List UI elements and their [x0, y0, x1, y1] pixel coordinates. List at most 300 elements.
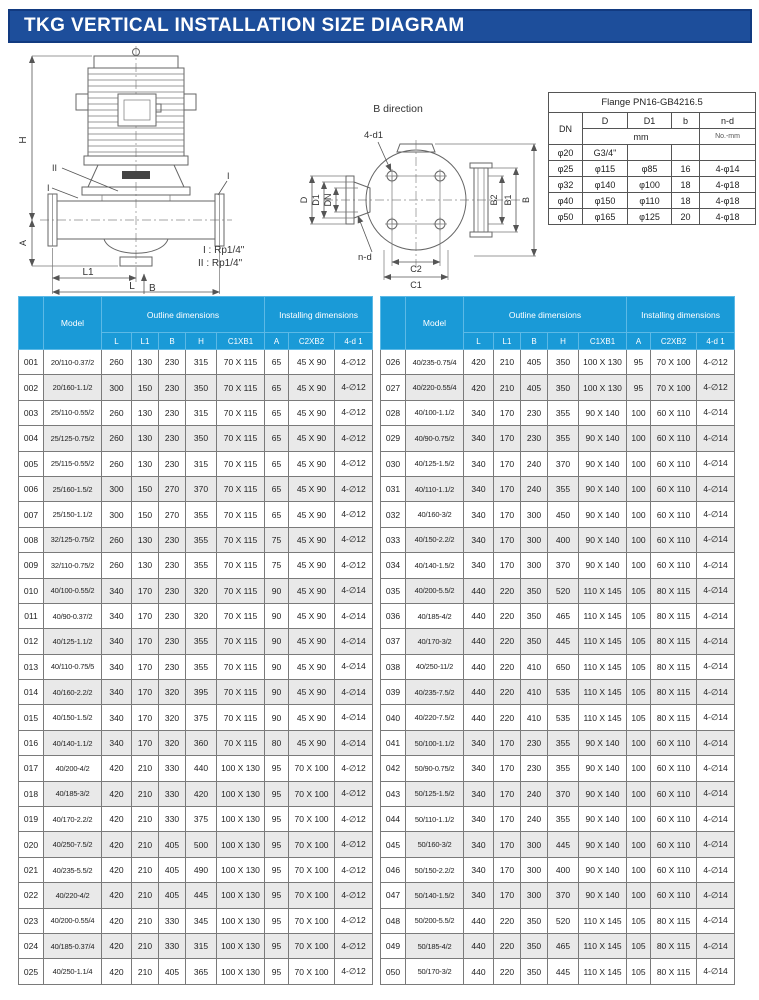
- cell-c1xb1: 100 X 130: [217, 807, 265, 832]
- header-l: L: [102, 333, 132, 350]
- cell-a: 100: [627, 553, 651, 578]
- cell-h: 355: [186, 527, 217, 552]
- table-row: [381, 400, 735, 425]
- cell-l: 420: [102, 908, 132, 933]
- cell-b: 405: [521, 375, 548, 400]
- main-header-row-1: [19, 297, 373, 333]
- cell-no: 001: [19, 350, 44, 375]
- cell-no: 035: [381, 578, 406, 603]
- cell-h: 375: [186, 807, 217, 832]
- cell-model: 50/125-1.5/2: [406, 781, 464, 806]
- cell-model: 25/110-0.55/2: [44, 400, 102, 425]
- cell-model: 50/185-4/2: [406, 933, 464, 958]
- cell-c1xb1: 110 X 145: [579, 603, 627, 628]
- cell-no: 022: [19, 883, 44, 908]
- cell-c1xb1: 90 X 140: [579, 426, 627, 451]
- flange-col-nd: n-d: [700, 113, 756, 129]
- cell-a: 95: [265, 832, 289, 857]
- cell-l: 420: [464, 375, 494, 400]
- header-model: Model: [44, 297, 102, 350]
- cell-l: 340: [464, 756, 494, 781]
- cell-no: 011: [19, 603, 44, 628]
- cell-no: 031: [381, 476, 406, 501]
- cell-l1: 170: [494, 832, 521, 857]
- cell-l: 260: [102, 350, 132, 375]
- cell-b: 300: [521, 527, 548, 552]
- cell-c2xb2: 60 X 110: [651, 502, 697, 527]
- cell-h: 445: [548, 629, 579, 654]
- cell-a: 100: [627, 400, 651, 425]
- cell-model: 25/125-0.75/2: [44, 426, 102, 451]
- cell-l: 420: [464, 350, 494, 375]
- cell-h: 420: [186, 781, 217, 806]
- cell-l: 340: [464, 730, 494, 755]
- dimension-table-left: [18, 296, 373, 985]
- cell-c2xb2: 70 X 100: [651, 375, 697, 400]
- cell-c2xb2: 45 X 90: [289, 553, 335, 578]
- cell-h: 355: [548, 400, 579, 425]
- cell-4d1: 4-∅12: [335, 908, 373, 933]
- cell-c1xb1: 100 X 130: [217, 832, 265, 857]
- cell-l: 340: [464, 832, 494, 857]
- cell-l: 440: [464, 959, 494, 984]
- table-row: [19, 426, 373, 451]
- cell-model: 40/185-3/2: [44, 781, 102, 806]
- cell-b: 300: [521, 857, 548, 882]
- cell-l1: 170: [494, 781, 521, 806]
- cell-a: 80: [265, 730, 289, 755]
- cell-a: 95: [265, 756, 289, 781]
- cell-c2xb2: 45 X 90: [289, 350, 335, 375]
- cell-no: 029: [381, 426, 406, 451]
- cell-a: 95: [265, 807, 289, 832]
- table-row: [19, 908, 373, 933]
- table-row: [19, 933, 373, 958]
- cell-c1xb1: 70 X 115: [217, 603, 265, 628]
- cell-c1xb1: 100 X 130: [579, 350, 627, 375]
- table-row: [381, 603, 735, 628]
- flange-table-title: Flange PN16-GB4216.5: [549, 93, 756, 113]
- cell-h: 350: [548, 375, 579, 400]
- cell-h: 520: [548, 578, 579, 603]
- cell-4d1: 4-∅14: [697, 959, 735, 984]
- cell-c1xb1: 70 X 115: [217, 400, 265, 425]
- flange-spec-table: [548, 92, 756, 225]
- table-row: [381, 680, 735, 705]
- cell-4d1: 4-∅14: [697, 426, 735, 451]
- cell-l1: 170: [132, 629, 159, 654]
- cell-model: 40/200-5.5/2: [406, 578, 464, 603]
- cell-l1: 170: [132, 705, 159, 730]
- cell-a: 100: [627, 527, 651, 552]
- cell-b: 320: [159, 705, 186, 730]
- table-row: [19, 857, 373, 882]
- cell-l: 420: [102, 933, 132, 958]
- cell-h: 320: [186, 603, 217, 628]
- cell-l: 340: [102, 705, 132, 730]
- cell-no: 009: [19, 553, 44, 578]
- cell-4d1: 4-∅12: [335, 502, 373, 527]
- cell-l: 260: [102, 553, 132, 578]
- dimension-table-right: [380, 296, 735, 985]
- cell-c1xb1: 90 X 140: [579, 502, 627, 527]
- cell-4d1: 4-∅14: [335, 629, 373, 654]
- cell-l1: 170: [494, 756, 521, 781]
- cell-c1xb1: 70 X 115: [217, 629, 265, 654]
- cell-b: 230: [159, 553, 186, 578]
- cell-model: 50/90-0.75/2: [406, 756, 464, 781]
- cell-4d1: 4-∅12: [335, 451, 373, 476]
- cell-no: 005: [19, 451, 44, 476]
- cell-a: 90: [265, 705, 289, 730]
- cell-4d1: 4-∅14: [697, 857, 735, 882]
- cell-l1: 220: [494, 603, 521, 628]
- cell-c2xb2: 45 X 90: [289, 375, 335, 400]
- cell-a: 105: [627, 654, 651, 679]
- dim-label-b: B: [149, 283, 156, 294]
- cell-c1xb1: 100 X 130: [217, 781, 265, 806]
- cell-c2xb2: 80 X 115: [651, 705, 697, 730]
- cell-4d1: 4-∅14: [697, 476, 735, 501]
- cell-4d1: 4-∅14: [335, 680, 373, 705]
- cell-l1: 210: [132, 908, 159, 933]
- cell-l1: 220: [494, 680, 521, 705]
- cell-b: 230: [159, 451, 186, 476]
- cell-a: 100: [627, 730, 651, 755]
- cell-b: 405: [159, 883, 186, 908]
- cell-model: 40/90-0.37/2: [44, 603, 102, 628]
- cell-model: 25/115-0.55/2: [44, 451, 102, 476]
- cell-model: 32/125-0.75/2: [44, 527, 102, 552]
- cell-b: 230: [159, 603, 186, 628]
- cell-4d1: 4-∅12: [335, 756, 373, 781]
- header-h: H: [548, 333, 579, 350]
- cell-h: 365: [186, 959, 217, 984]
- cell-model: 40/200-4/2: [44, 756, 102, 781]
- cell-c1xb1: 90 X 140: [579, 476, 627, 501]
- table-row: [381, 705, 735, 730]
- cell-b: 320: [159, 730, 186, 755]
- cell-b: 350: [521, 933, 548, 958]
- cell-c2xb2: 60 X 110: [651, 832, 697, 857]
- cell-d: φ150: [583, 193, 628, 209]
- cell-l1: 130: [132, 350, 159, 375]
- cell-c2xb2: 70 X 100: [289, 933, 335, 958]
- cell-4d1: 4-∅14: [335, 578, 373, 603]
- cell-l: 340: [464, 553, 494, 578]
- flange-header-row: [549, 113, 756, 129]
- header-4d1: 4-d 1: [697, 333, 735, 350]
- cell-dn: φ50: [549, 209, 583, 225]
- cell-l1: 170: [132, 603, 159, 628]
- dim-label-c2: C2: [410, 264, 422, 274]
- header-4d1: 4-d 1: [335, 333, 373, 350]
- cell-c1xb1: 110 X 145: [579, 908, 627, 933]
- cell-no: 046: [381, 857, 406, 882]
- cell-dn: φ25: [549, 161, 583, 177]
- cell-b: 230: [159, 400, 186, 425]
- cell-4d1: 4-∅14: [697, 400, 735, 425]
- cell-a: 65: [265, 502, 289, 527]
- cell-c1xb1: 70 X 115: [217, 705, 265, 730]
- cell-4d1: 4-∅14: [697, 527, 735, 552]
- cell-4d1: 4-∅14: [335, 705, 373, 730]
- cell-b: 230: [159, 654, 186, 679]
- cell-c2xb2: 45 X 90: [289, 730, 335, 755]
- cell-l: 440: [464, 654, 494, 679]
- cell-l: 420: [102, 832, 132, 857]
- cell-c1xb1: 110 X 145: [579, 629, 627, 654]
- dim-label-l: L: [129, 281, 135, 292]
- cell-4d1: 4-∅14: [697, 553, 735, 578]
- cell-l: 340: [464, 502, 494, 527]
- cell-l1: 210: [132, 807, 159, 832]
- cell-a: 65: [265, 400, 289, 425]
- cell-h: 370: [186, 476, 217, 501]
- cell-a: 95: [265, 908, 289, 933]
- cell-4d1: 4-∅14: [697, 502, 735, 527]
- table-row: [19, 629, 373, 654]
- cell-dn: φ32: [549, 177, 583, 193]
- cell-l: 300: [102, 502, 132, 527]
- cell-a: 100: [627, 807, 651, 832]
- cell-d1: φ100: [628, 177, 672, 193]
- cell-b: 230: [521, 426, 548, 451]
- cell-c2xb2: 45 X 90: [289, 400, 335, 425]
- cell-l: 420: [102, 781, 132, 806]
- cell-a: 100: [627, 426, 651, 451]
- cell-no: 013: [19, 654, 44, 679]
- cell-a: 95: [265, 959, 289, 984]
- table-row: [19, 451, 373, 476]
- cell-no: 037: [381, 629, 406, 654]
- cell-model: 40/250-7.5/2: [44, 832, 102, 857]
- cell-l1: 170: [132, 730, 159, 755]
- cell-c2xb2: 60 X 110: [651, 807, 697, 832]
- port-label-ii: II: [52, 163, 58, 173]
- cell-model: 40/150-2.2/2: [406, 527, 464, 552]
- cell-c1xb1: 100 X 130: [217, 883, 265, 908]
- cell-c1xb1: 110 X 145: [579, 705, 627, 730]
- cell-h: 355: [548, 426, 579, 451]
- cell-model: 40/100-1.1/2: [406, 400, 464, 425]
- table-row: [381, 756, 735, 781]
- cell-c2xb2: 45 X 90: [289, 527, 335, 552]
- cell-b: 300: [521, 553, 548, 578]
- cell-no: 002: [19, 375, 44, 400]
- cell-no: 050: [381, 959, 406, 984]
- cell-c1xb1: 70 X 115: [217, 680, 265, 705]
- table-row: [19, 756, 373, 781]
- table-row: [19, 705, 373, 730]
- cell-c1xb1: 70 X 115: [217, 451, 265, 476]
- table-row: [381, 426, 735, 451]
- table-row: [549, 209, 756, 225]
- cell-a: 100: [627, 502, 651, 527]
- cell-a: 75: [265, 527, 289, 552]
- cell-l1: 210: [494, 350, 521, 375]
- cell-no: 032: [381, 502, 406, 527]
- cell-4d1: 4-∅12: [335, 832, 373, 857]
- table-row: [19, 883, 373, 908]
- cell-l: 340: [102, 654, 132, 679]
- table-row: [381, 350, 735, 375]
- cell-b: 230: [521, 730, 548, 755]
- cell-c2xb2: 70 X 100: [289, 756, 335, 781]
- cell-no: 006: [19, 476, 44, 501]
- cell-h: 370: [548, 883, 579, 908]
- cell-h: 315: [186, 933, 217, 958]
- header-no: [381, 297, 406, 350]
- cell-no: 012: [19, 629, 44, 654]
- cell-l1: 220: [494, 933, 521, 958]
- cell-a: 100: [627, 451, 651, 476]
- cell-c1xb1: 90 X 140: [579, 781, 627, 806]
- cell-no: 042: [381, 756, 406, 781]
- cell-l: 440: [464, 908, 494, 933]
- cell-nd: 4-φ14: [700, 161, 756, 177]
- cell-a: 100: [627, 756, 651, 781]
- table-row: [19, 959, 373, 984]
- cell-a: 65: [265, 350, 289, 375]
- cell-c1xb1: 100 X 130: [217, 933, 265, 958]
- table-row: [381, 959, 735, 984]
- cell-4d1: 4-∅14: [697, 629, 735, 654]
- cell-l: 340: [102, 730, 132, 755]
- cell-4d1: 4-∅14: [697, 705, 735, 730]
- table-row: [381, 807, 735, 832]
- cell-l: 260: [102, 527, 132, 552]
- cell-b: 410: [521, 654, 548, 679]
- cell-4d1: 4-∅12: [335, 476, 373, 501]
- cell-b: 405: [159, 832, 186, 857]
- cell-c2xb2: 45 X 90: [289, 680, 335, 705]
- dim-label-b1: B1: [503, 194, 513, 206]
- cell-a: 65: [265, 375, 289, 400]
- cell-b: 230: [159, 375, 186, 400]
- cell-b: 330: [159, 756, 186, 781]
- table-row: [549, 193, 756, 209]
- cell-l1: 170: [494, 553, 521, 578]
- cell-h: 465: [548, 603, 579, 628]
- cell-l1: 130: [132, 553, 159, 578]
- cell-l1: 130: [132, 400, 159, 425]
- cell-c1xb1: 90 X 140: [579, 400, 627, 425]
- cell-model: 50/150-2.2/2: [406, 857, 464, 882]
- cell-d1: [628, 145, 672, 161]
- cell-b: 410: [521, 680, 548, 705]
- cell-a: 105: [627, 578, 651, 603]
- cell-no: 018: [19, 781, 44, 806]
- cell-d1: φ110: [628, 193, 672, 209]
- cell-4d1: 4-∅14: [697, 832, 735, 857]
- cell-model: 20/160-1.1/2: [44, 375, 102, 400]
- cell-l: 420: [102, 857, 132, 882]
- cell-no: 010: [19, 578, 44, 603]
- cell-a: 105: [627, 705, 651, 730]
- header-model: Model: [406, 297, 464, 350]
- cell-model: 40/185-4/2: [406, 603, 464, 628]
- cell-model: 40/160-2.2/2: [44, 680, 102, 705]
- cell-b: 350: [521, 603, 548, 628]
- table-row: [19, 680, 373, 705]
- cell-h: 650: [548, 654, 579, 679]
- header-c2xb2: C2XB2: [289, 333, 335, 350]
- cell-l: 340: [464, 400, 494, 425]
- cell-c2xb2: 80 X 115: [651, 578, 697, 603]
- cell-c2xb2: 45 X 90: [289, 451, 335, 476]
- cell-b: 230: [159, 350, 186, 375]
- cell-b: 405: [159, 857, 186, 882]
- header-c1xb1: C1XB1: [217, 333, 265, 350]
- table-row: [381, 883, 735, 908]
- cell-4d1: 4-∅14: [697, 451, 735, 476]
- cell-no: 030: [381, 451, 406, 476]
- cell-a: 95: [265, 857, 289, 882]
- cell-c1xb1: 110 X 145: [579, 680, 627, 705]
- cell-l: 440: [464, 603, 494, 628]
- cell-c1xb1: 70 X 115: [217, 553, 265, 578]
- cell-l: 340: [102, 578, 132, 603]
- page-title: TKG VERTICAL INSTALLATION SIZE DIAGRAM: [8, 9, 752, 43]
- cell-c2xb2: 70 X 100: [289, 908, 335, 933]
- cell-h: 535: [548, 680, 579, 705]
- table-row: [549, 145, 756, 161]
- cell-l: 260: [102, 426, 132, 451]
- cell-h: 450: [548, 502, 579, 527]
- table-row: [19, 654, 373, 679]
- table-row: [19, 553, 373, 578]
- cell-l: 260: [102, 451, 132, 476]
- cell-c2xb2: 60 X 110: [651, 527, 697, 552]
- cell-b: 405: [521, 350, 548, 375]
- cell-h: 440: [186, 756, 217, 781]
- cell-model: 40/160-3/2: [406, 502, 464, 527]
- cell-h: 445: [186, 883, 217, 908]
- cell-model: 40/110-1.1/2: [406, 476, 464, 501]
- cell-h: 520: [548, 908, 579, 933]
- cell-h: 345: [186, 908, 217, 933]
- cell-a: 105: [627, 933, 651, 958]
- main-header-row-1: [381, 297, 735, 333]
- header-b: B: [521, 333, 548, 350]
- cell-a: 100: [627, 476, 651, 501]
- cell-c2xb2: 70 X 100: [289, 857, 335, 882]
- cell-b: 270: [159, 476, 186, 501]
- cell-4d1: 4-∅14: [697, 578, 735, 603]
- cell-a: 95: [265, 883, 289, 908]
- cell-c1xb1: 110 X 145: [579, 654, 627, 679]
- flange-col-d1: D1: [628, 113, 672, 129]
- cell-b: 410: [521, 705, 548, 730]
- cell-no: 007: [19, 502, 44, 527]
- cell-h: 355: [548, 756, 579, 781]
- cell-c2xb2: 70 X 100: [289, 807, 335, 832]
- cell-h: 490: [186, 857, 217, 882]
- cell-c2xb2: 60 X 110: [651, 883, 697, 908]
- header-b: B: [159, 333, 186, 350]
- cell-b: 230: [521, 400, 548, 425]
- dim-label-l1: L1: [82, 267, 94, 278]
- cell-a: 90: [265, 629, 289, 654]
- cell-no: 020: [19, 832, 44, 857]
- cell-model: 20/110-0.37/2: [44, 350, 102, 375]
- cell-4d1: 4-∅14: [697, 756, 735, 781]
- header-installing-dimensions: Installing dimensions: [627, 297, 735, 333]
- cell-model: 40/150-1.5/2: [44, 705, 102, 730]
- cell-model: 40/125-1.1/2: [44, 629, 102, 654]
- header-outline-dimensions: Outline dimensions: [464, 297, 627, 333]
